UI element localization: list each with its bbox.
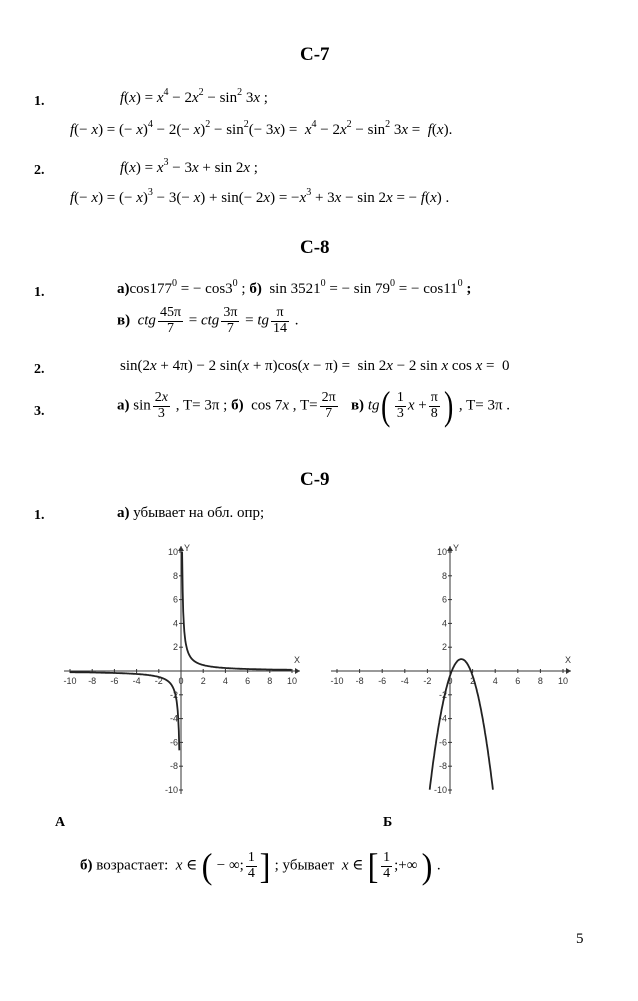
y-tick-label: 6: [441, 594, 447, 605]
y-tick-label: -4: [438, 713, 447, 724]
y-axis-label: Y: [184, 543, 191, 553]
y-tick-label: -6: [438, 737, 447, 748]
formula-c7-1a: $f(x) = x^4 - 2x^2 - \sin^2 3x$ ;: [120, 87, 268, 106]
y-tick-label: -8: [438, 761, 447, 772]
x-tick-label: -2: [423, 676, 432, 686]
x-tick-label: 6: [515, 676, 521, 686]
y-tick-label: 2: [172, 642, 178, 653]
x-tick-label: -4: [132, 676, 141, 686]
x-tick-label: 2: [200, 676, 206, 686]
y-tick-label: 10: [167, 547, 178, 557]
x-tick-label: -8: [355, 676, 364, 686]
y-tick-label: 8: [441, 570, 447, 581]
y-tick-label: 6: [172, 594, 178, 605]
x-tick-label: -6: [378, 676, 387, 686]
y-tick-label: -8: [169, 761, 178, 772]
page-number: 5: [576, 931, 584, 947]
decreasing-text: убывает на обл. опр;: [133, 505, 265, 521]
item-number: 1.: [34, 94, 45, 109]
x-tick-label: -4: [400, 676, 409, 686]
x-tick-label: -8: [88, 676, 97, 686]
text-c9-1a: [117, 505, 264, 522]
x-tick-label: 2: [470, 676, 476, 686]
decreases-text: убывает: [282, 857, 335, 874]
item-number: 1.: [34, 508, 45, 523]
graph-b: [325, 540, 580, 800]
y-tick-label: -2: [438, 689, 447, 700]
x-tick-label: 4: [492, 676, 498, 686]
label-a: а): [117, 397, 130, 414]
label-a: а): [117, 281, 130, 297]
y-tick-label: 4: [441, 618, 447, 629]
label-v: в): [117, 312, 131, 329]
label-v: в): [350, 397, 365, 414]
y-tick-label: -4: [169, 713, 178, 724]
label-b: б): [80, 857, 93, 874]
increases-text: возрастает:: [96, 857, 169, 874]
y-tick-label: -10: [433, 785, 447, 795]
graph-label-a: А: [55, 815, 66, 830]
formula-c8-1b: в) ctg $\frac{45\pi}{7}$ = ctg $\frac{3\pi}{7}$ = tg $\frac{\pi}{14}$ .: [117, 305, 299, 336]
formula-c7-1b: f(− x) = (− $x)^4 - 2(- x)^2 - \sin^2(- 3x) = x^4 - 2x^2 - \sin^2 3x = f(x)$.: [70, 119, 453, 138]
x-tick-label: 10: [286, 676, 298, 686]
label-b: б): [231, 397, 244, 414]
x-tick-label: 0: [178, 676, 184, 686]
period-2: T=: [300, 397, 318, 414]
section-title-c8: С-8: [300, 237, 330, 258]
y-tick-label: 4: [172, 618, 178, 629]
x-tick-label: 8: [537, 676, 543, 686]
x-tick-label: -10: [330, 676, 344, 686]
x-axis-label: X: [294, 655, 301, 665]
y-tick-label: 10: [436, 547, 447, 557]
y-tick-label: -10: [164, 785, 178, 795]
item-number: 2.: [34, 362, 45, 377]
graph-label-b: Б: [383, 815, 393, 830]
section-title-c9: С-9: [300, 469, 330, 490]
x-tick-label: 4: [222, 676, 228, 686]
y-tick-label: 2: [441, 642, 447, 653]
graph-a-branch-right: [182, 552, 291, 670]
formula-c8-3: а) sin $\frac{2x}{3}$ , T= 3π ; б) cos 7x , T= $\frac{2\pi}{7}$ в) tg( $\frac{1}{3}$ x + $\frac{\pi}{8}$ ) , T= 3π .: [117, 383, 511, 428]
item-number: 1.: [34, 285, 45, 300]
graph-a-branch-left: [70, 672, 179, 750]
x-tick-label: 6: [245, 676, 251, 686]
formula-c7-2a: $f(x) = x^3 - 3x + \sin 2x$ ;: [120, 157, 258, 176]
y-tick-label: 8: [172, 570, 178, 581]
x-tick-label: 0: [447, 676, 453, 686]
period-1: T= 3π: [182, 397, 220, 414]
formula-c9-1b: б) возрастает: x ∈ ( − ∞; $\frac{1}{4}$ ] ; убывает x ∈ [ $\frac{1}{4}$ ;+∞ ) .: [80, 846, 441, 886]
x-axis-label: X: [565, 655, 572, 665]
label-b: б): [249, 281, 262, 297]
x-tick-label: -6: [110, 676, 119, 686]
x-tick-label: 10: [557, 676, 569, 686]
item-number: 2.: [34, 163, 45, 178]
y-tick-label: -6: [169, 737, 178, 748]
y-tick-label: -2: [169, 689, 178, 700]
x-tick-label: 8: [267, 676, 273, 686]
x-tick-label: -2: [154, 676, 163, 686]
period-3: T= 3π: [466, 397, 503, 414]
formula-c7-2b: f(− x) = (− $x)^3 - 3(- x) + \sin(- 2x) = -x^3 + 3x - \sin 2x$ = − f(x) .: [70, 187, 450, 206]
graph-a: [60, 540, 310, 800]
x-axis-arrow: [566, 668, 571, 674]
y-axis-label: Y: [453, 543, 460, 553]
x-tick-label: -10: [63, 676, 77, 686]
x-axis-arrow: [295, 668, 300, 674]
section-title-c7: С-7: [300, 44, 330, 65]
formula-c8-1a: $а)\cos 177^0$ = − $\cos 3^0$ ; б) $\sin 3521^0$ = − $\sin 79^0$ = − $\cos 11^0$ ;: [117, 278, 472, 297]
item-number: 3.: [34, 404, 45, 419]
formula-c8-2: sin(2x + 4π) − 2 sin(x + π)cos(x − π) = sin 2x − 2 sin x cos x = 0: [120, 358, 510, 374]
label-a: а): [117, 505, 130, 521]
